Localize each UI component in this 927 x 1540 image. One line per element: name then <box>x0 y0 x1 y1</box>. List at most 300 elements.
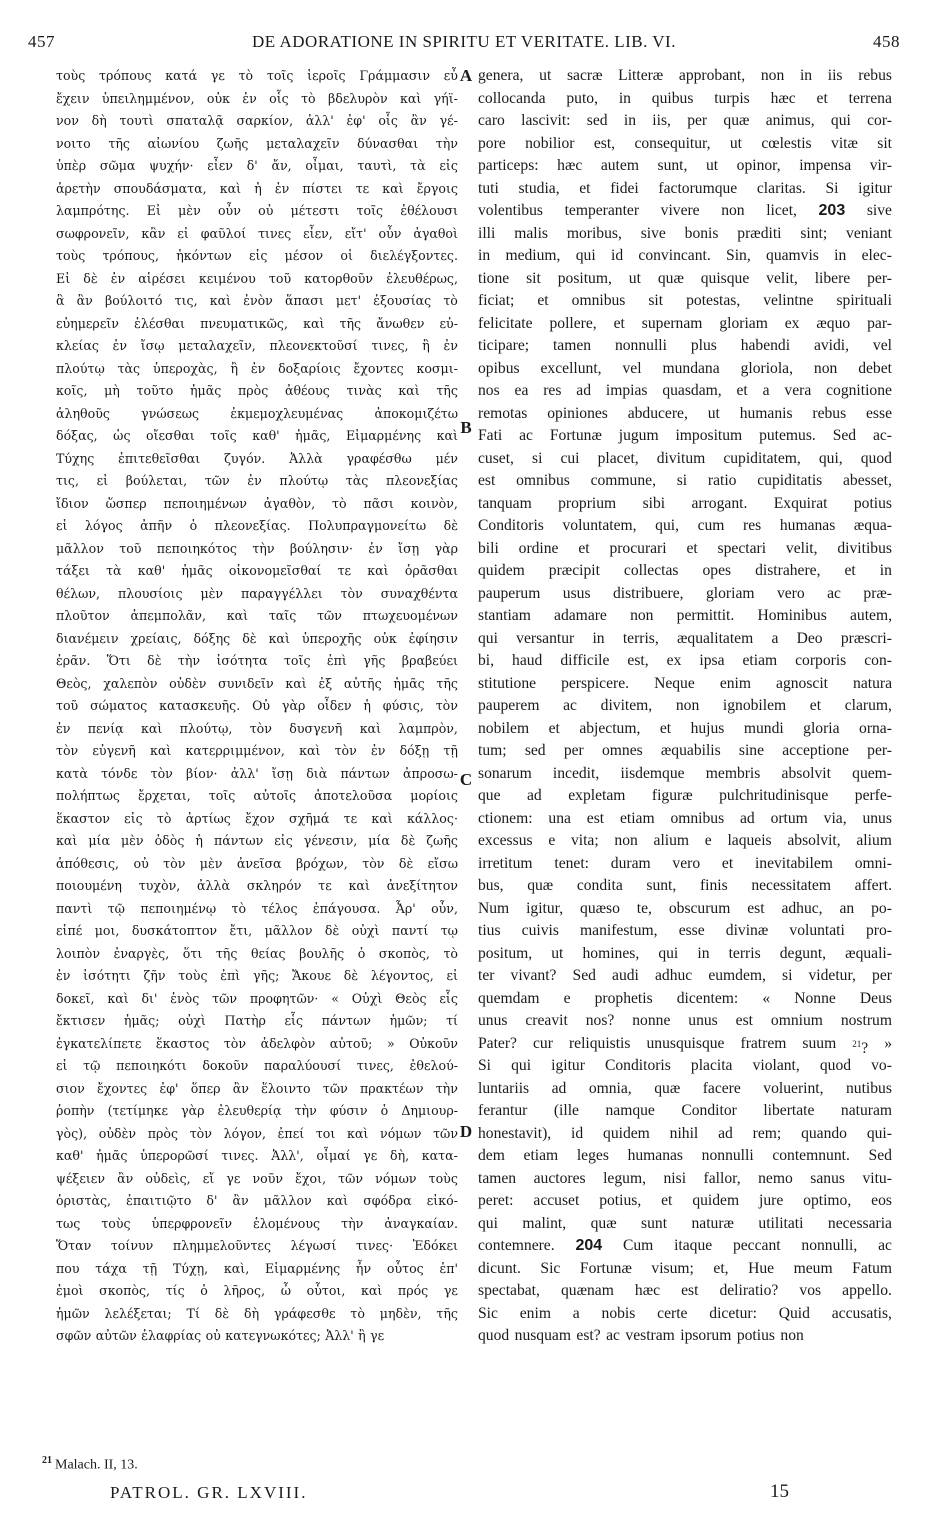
word: δόξας, <box>56 428 98 443</box>
word: malint, <box>522 1214 567 1232</box>
word: nonne <box>632 1012 671 1029</box>
word: τὸ <box>238 68 254 83</box>
word: Τί <box>186 1305 200 1321</box>
word: ἀποτελοῦσα <box>314 788 393 803</box>
latin-line <box>478 110 892 133</box>
word: ut <box>705 157 719 174</box>
word: τὰς <box>117 360 141 376</box>
footer-signature: 15 <box>770 1481 789 1502</box>
word: ἰσότητα <box>216 653 268 668</box>
word: præ- <box>863 584 892 602</box>
word: τοίνυν <box>110 1238 154 1253</box>
word: et <box>736 382 748 399</box>
word: gloriam <box>706 584 755 602</box>
word: ἐθέλουσι <box>400 203 458 218</box>
word: νον <box>56 113 79 128</box>
word: quæ <box>654 1079 681 1097</box>
word: οἶμαι, <box>305 158 344 173</box>
word: quod <box>819 1057 852 1074</box>
greek-line <box>56 313 458 336</box>
word: in <box>478 247 491 264</box>
greek-line <box>56 605 458 628</box>
word: ac <box>563 697 577 714</box>
word: ferantur <box>478 1102 528 1119</box>
word: et <box>613 314 625 332</box>
word: καὶ <box>360 1283 383 1298</box>
word: qui <box>511 1057 532 1074</box>
word: que <box>478 787 501 804</box>
word: ἐπάγουσα. <box>312 900 381 916</box>
greek-line <box>56 830 458 853</box>
word: εἶεν, <box>303 225 333 241</box>
word: gloria <box>803 719 840 737</box>
latin-line <box>478 1213 892 1236</box>
word: accusatis, <box>831 1304 892 1322</box>
word: impositum <box>675 427 743 444</box>
word: vestram <box>625 1327 675 1344</box>
word: ἐπ' <box>439 1260 458 1276</box>
word: λοιπὸν <box>56 945 101 961</box>
word: Deo <box>796 629 823 647</box>
word: et <box>661 1192 673 1209</box>
greek-line <box>56 178 458 201</box>
word: gloriam <box>719 314 768 332</box>
word: collectas <box>623 562 679 579</box>
word: ex <box>666 652 682 669</box>
word: πάντων <box>213 833 264 848</box>
word: καὶ <box>359 720 382 736</box>
word: τως <box>56 1215 81 1231</box>
word: πρὸς <box>237 383 269 398</box>
word: præscri- <box>840 629 892 647</box>
word: πλοῦτον <box>56 608 110 623</box>
word: δ' <box>206 1193 218 1208</box>
word: Εἰ <box>56 270 71 286</box>
word: μᾶλλον <box>264 923 313 938</box>
word: ἐν <box>370 743 386 758</box>
word: meum <box>793 1259 833 1277</box>
greek-line <box>56 1325 458 1348</box>
word: est, <box>593 134 616 152</box>
word: βούλησιν· <box>289 540 354 556</box>
word: potestas, <box>686 292 741 309</box>
word: ὑπερφρονεῖν <box>151 1215 233 1231</box>
word: et <box>809 697 822 714</box>
word: una <box>548 809 571 827</box>
word: cupiditatis <box>757 472 823 489</box>
word: ὁ <box>200 1283 208 1298</box>
greek-line <box>56 335 458 358</box>
word: excellunt, <box>540 359 602 377</box>
latin-line <box>478 403 892 426</box>
word: id <box>610 247 624 264</box>
word: τὰ <box>410 158 426 173</box>
word: est <box>735 1012 753 1029</box>
word: adhuc, <box>781 899 823 917</box>
word: κἂν <box>141 225 166 241</box>
word: divitem, <box>600 697 653 714</box>
word: luntariis <box>478 1079 530 1097</box>
word: ταυτὶ, <box>357 158 397 173</box>
word: autem <box>600 157 639 174</box>
word: non <box>675 697 700 714</box>
word: ἀλλὰ <box>197 878 231 893</box>
word: rebus <box>812 404 847 422</box>
word: τὸν <box>150 765 173 781</box>
word: εἰς <box>124 810 143 826</box>
word: sit <box>648 292 664 309</box>
word: abjectum, <box>579 719 641 737</box>
word: Cum <box>622 1237 654 1254</box>
word: Sed <box>832 427 857 444</box>
word: vel <box>622 359 642 377</box>
greek-line <box>56 380 458 403</box>
word: τὸν <box>362 855 385 871</box>
word: in <box>834 247 847 264</box>
word: in <box>799 67 813 84</box>
word: ipsorum <box>680 1327 732 1344</box>
word: omnium <box>770 1012 823 1029</box>
word: γε <box>210 68 225 83</box>
word: qui- <box>866 1124 892 1142</box>
word: » <box>884 1034 892 1052</box>
word: sonarum <box>478 764 532 782</box>
latin-line <box>478 718 892 741</box>
word: δὴ <box>243 1305 260 1321</box>
word: τε <box>343 810 358 826</box>
word: διανέμειν <box>56 630 119 646</box>
word: φύσις, <box>382 698 424 713</box>
word: ἴσῃ <box>398 540 420 556</box>
word: τάχα <box>95 1260 127 1276</box>
margin-letter-d: D <box>459 1122 473 1141</box>
word: temperanter <box>564 202 640 219</box>
greek-line <box>56 718 458 741</box>
word: ter <box>478 967 495 984</box>
word: καὶ <box>398 383 420 398</box>
word: e <box>548 832 556 849</box>
word: ὅπερ <box>190 1080 221 1096</box>
word: pauperum <box>478 584 541 602</box>
word: ut <box>539 67 552 84</box>
greek-line <box>56 268 458 291</box>
word: τρόπους, <box>102 248 159 263</box>
word: id <box>571 1124 584 1142</box>
word: ἔχοντες <box>353 360 404 376</box>
word: versantur <box>516 629 575 647</box>
margin-letter-a: A <box>459 66 473 85</box>
word: ἴσῃ <box>271 765 293 781</box>
word: a <box>572 1304 580 1322</box>
word: δοκοῦν <box>202 1058 249 1073</box>
word: ζωῆς <box>426 833 458 848</box>
word: τινες· <box>355 1238 394 1253</box>
word: ac <box>878 1237 892 1254</box>
word: αὐτῆς <box>343 675 382 691</box>
word: potius, <box>599 1192 642 1209</box>
word: πᾶσι <box>363 495 394 511</box>
word: nisi <box>663 1169 687 1187</box>
word: παντί <box>391 923 429 938</box>
latin-line <box>478 740 892 763</box>
word: Δημιουρ- <box>401 1103 458 1118</box>
word: est <box>478 472 496 489</box>
word: honestavit), <box>478 1124 552 1142</box>
word: præcipit <box>548 562 600 579</box>
word: ἡμᾶς <box>181 563 213 578</box>
word: con- <box>864 652 892 669</box>
word: τὴν <box>435 135 458 151</box>
word: τῆς <box>436 1305 458 1321</box>
word: voluntatem, <box>562 517 637 534</box>
margin-letter-b: B <box>460 418 472 437</box>
word: τῇ <box>142 1260 158 1276</box>
word: ἔτι, <box>229 923 253 938</box>
word: putemus. <box>759 427 816 444</box>
word: τοῖς <box>283 653 311 668</box>
word: pollere, <box>549 314 597 332</box>
word: quamvis <box>766 247 819 264</box>
word: μοι, <box>94 923 120 938</box>
word: absolvit, <box>787 832 841 849</box>
word: a <box>762 382 770 399</box>
word: ac- <box>872 427 892 444</box>
latin-line <box>478 830 892 853</box>
word: κατασκευῆς. <box>159 698 241 713</box>
word: τὸν <box>340 585 363 601</box>
word: et <box>844 562 856 579</box>
word: cupiditatem, <box>723 449 801 467</box>
word: Pater? <box>478 1034 517 1052</box>
word: non <box>721 202 745 219</box>
word: τῶν <box>338 1170 364 1186</box>
word: εἴσω <box>427 855 458 871</box>
word: καὶ <box>303 315 325 331</box>
word: νοῦν <box>252 1170 284 1186</box>
word: divitum <box>656 449 706 467</box>
latin-line <box>478 853 892 876</box>
word: omnia, <box>588 1079 632 1097</box>
greek-line <box>56 650 458 673</box>
word: iisdemque <box>620 764 685 782</box>
word: orna- <box>859 719 892 737</box>
word: ὁδὸς <box>154 833 185 848</box>
greek-column <box>56 65 458 1460</box>
word: necessaria <box>827 1214 892 1232</box>
word: et <box>721 854 734 872</box>
word: ἐν <box>247 473 262 488</box>
word: cognitione <box>826 382 892 399</box>
word: ἔχον <box>245 810 275 826</box>
word: ea <box>514 382 529 399</box>
word: nos <box>478 382 500 399</box>
word: τὸ <box>231 900 247 916</box>
greek-line <box>56 740 458 763</box>
word: quæ <box>723 112 750 129</box>
word: nemo <box>758 1169 793 1187</box>
word: ἐλευθέρως, <box>386 270 458 286</box>
greek-line <box>56 110 458 133</box>
word: studia, <box>518 179 560 197</box>
word: τῶν <box>204 473 230 488</box>
word: quisque <box>700 269 750 287</box>
word: μία <box>368 833 390 848</box>
word: sibi <box>642 494 666 512</box>
word: visum; <box>651 1259 694 1277</box>
word: per <box>687 112 708 129</box>
word: ἐκμεμοχλευμένας <box>230 405 344 421</box>
word: διελέγξοντες. <box>370 248 458 263</box>
greek-line <box>56 425 458 448</box>
word: caro <box>478 112 505 129</box>
word: καὶ <box>285 675 307 691</box>
word: ἔχειν <box>56 90 90 106</box>
latin-line <box>478 943 892 966</box>
word: vo- <box>871 1057 892 1074</box>
word: τὸ <box>301 90 316 106</box>
word: ad <box>718 1124 733 1142</box>
word: εἴτ' <box>344 225 367 241</box>
word: καὶ <box>299 743 321 758</box>
greek-line <box>56 785 458 808</box>
word: audi <box>612 967 639 984</box>
word: necessitatem <box>751 877 831 894</box>
word: τῆς <box>436 675 458 691</box>
word: ἡμῶν; <box>389 1013 428 1028</box>
word: est <box>586 809 605 827</box>
word: collocanda <box>478 89 546 107</box>
latin-line <box>478 898 892 921</box>
word: τὸ <box>156 810 172 826</box>
word: et <box>579 179 591 197</box>
word: οἷς <box>378 113 398 128</box>
word: ὁρᾶσθαι <box>404 563 458 578</box>
word: libertate <box>763 1102 815 1119</box>
word: οἶδεν <box>317 698 352 713</box>
word: cuset, <box>478 449 514 467</box>
word: vivant? <box>510 967 557 984</box>
word: ἂν <box>76 293 93 308</box>
word: πάντων <box>321 1013 371 1028</box>
latin-line <box>478 650 892 673</box>
word: κατεγνωκότες; <box>225 1328 321 1343</box>
word: esse <box>866 404 892 422</box>
word: medium, <box>505 247 561 264</box>
word: puto, <box>566 89 598 107</box>
word: τρόπους <box>98 68 152 83</box>
word: prophetis <box>594 989 653 1007</box>
word: πλημμελοῦντες <box>172 1238 271 1253</box>
word: ἀνεξίτητον <box>386 878 458 893</box>
word: spectabat, <box>478 1282 540 1299</box>
word: ἀναγκαίαν. <box>384 1215 458 1231</box>
greek-line <box>56 920 458 943</box>
word: membris <box>705 764 761 782</box>
word: νόμων <box>380 1125 422 1141</box>
latin-line <box>478 200 892 223</box>
word: absolvit <box>781 764 831 782</box>
latin-line <box>478 1235 892 1258</box>
word: εἷς <box>439 990 458 1006</box>
word: in <box>879 562 892 579</box>
word: ἀδελφὸν <box>260 1035 316 1051</box>
word: peccant <box>732 1237 781 1254</box>
latin-line <box>478 358 892 381</box>
word: manifestum, <box>580 922 658 939</box>
word: ἀληθοῦς <box>56 405 110 421</box>
word: nonnulli <box>614 337 667 354</box>
word: igitur <box>858 179 892 197</box>
word: volentibus <box>478 202 543 219</box>
word: ἰσότητι <box>83 968 131 983</box>
latin-line <box>478 335 892 358</box>
latin-line <box>478 470 892 493</box>
word: μία <box>88 833 110 848</box>
word: τὴν <box>177 653 201 668</box>
word: sint; <box>800 224 828 242</box>
word: Sed <box>572 967 596 984</box>
word: cum <box>697 517 725 534</box>
word: res <box>743 517 762 534</box>
margin-letter-c: C <box>459 770 473 789</box>
word: τοῖς <box>266 68 294 83</box>
greek-line <box>56 65 458 88</box>
word: εἶεν <box>207 158 233 173</box>
word: ἡ <box>363 698 371 713</box>
word: λόγος <box>84 518 123 533</box>
word: ἀρετὴν <box>56 180 101 196</box>
word: τέλος <box>261 900 298 916</box>
word: πολήπτως <box>56 788 120 803</box>
word: quemdam <box>478 989 540 1007</box>
word: mundi <box>743 719 784 737</box>
word: εἰ <box>56 518 68 533</box>
word: quidem <box>692 1192 740 1209</box>
word: βούλοιτό <box>104 293 163 308</box>
word: etiam <box>742 652 778 669</box>
word: ἐφ' <box>346 113 366 128</box>
word: τῳ <box>440 923 458 938</box>
word: ὁ <box>189 518 198 533</box>
word: factorumque <box>658 179 738 197</box>
word: γε <box>370 1328 385 1343</box>
word: προφητῶν· <box>249 990 319 1006</box>
word: et <box>686 539 698 557</box>
word: qui, <box>655 517 679 534</box>
word: τις, <box>56 473 79 488</box>
word: τις, <box>174 293 198 308</box>
word: τὰ <box>106 563 122 578</box>
latin-line <box>478 65 892 88</box>
word: τε <box>355 180 370 196</box>
word: που <box>56 1260 80 1276</box>
word: tamen <box>478 1169 517 1187</box>
word: fallor, <box>703 1169 741 1187</box>
word: σκληρόν <box>246 878 302 893</box>
word: nos? <box>585 1012 615 1029</box>
word: dem <box>478 1147 505 1164</box>
word: ζυγόν. <box>224 450 266 466</box>
word: Ὅταν <box>56 1238 92 1253</box>
word: εἰς <box>248 248 268 263</box>
word: abducere, <box>627 404 688 422</box>
word: spectari <box>717 539 767 557</box>
word: ἐπαιτιῷτο <box>126 1193 192 1208</box>
word: ἂν <box>232 1080 249 1096</box>
greek-line <box>56 493 458 516</box>
word: τῶν <box>212 990 238 1006</box>
word: placita <box>690 1057 733 1074</box>
